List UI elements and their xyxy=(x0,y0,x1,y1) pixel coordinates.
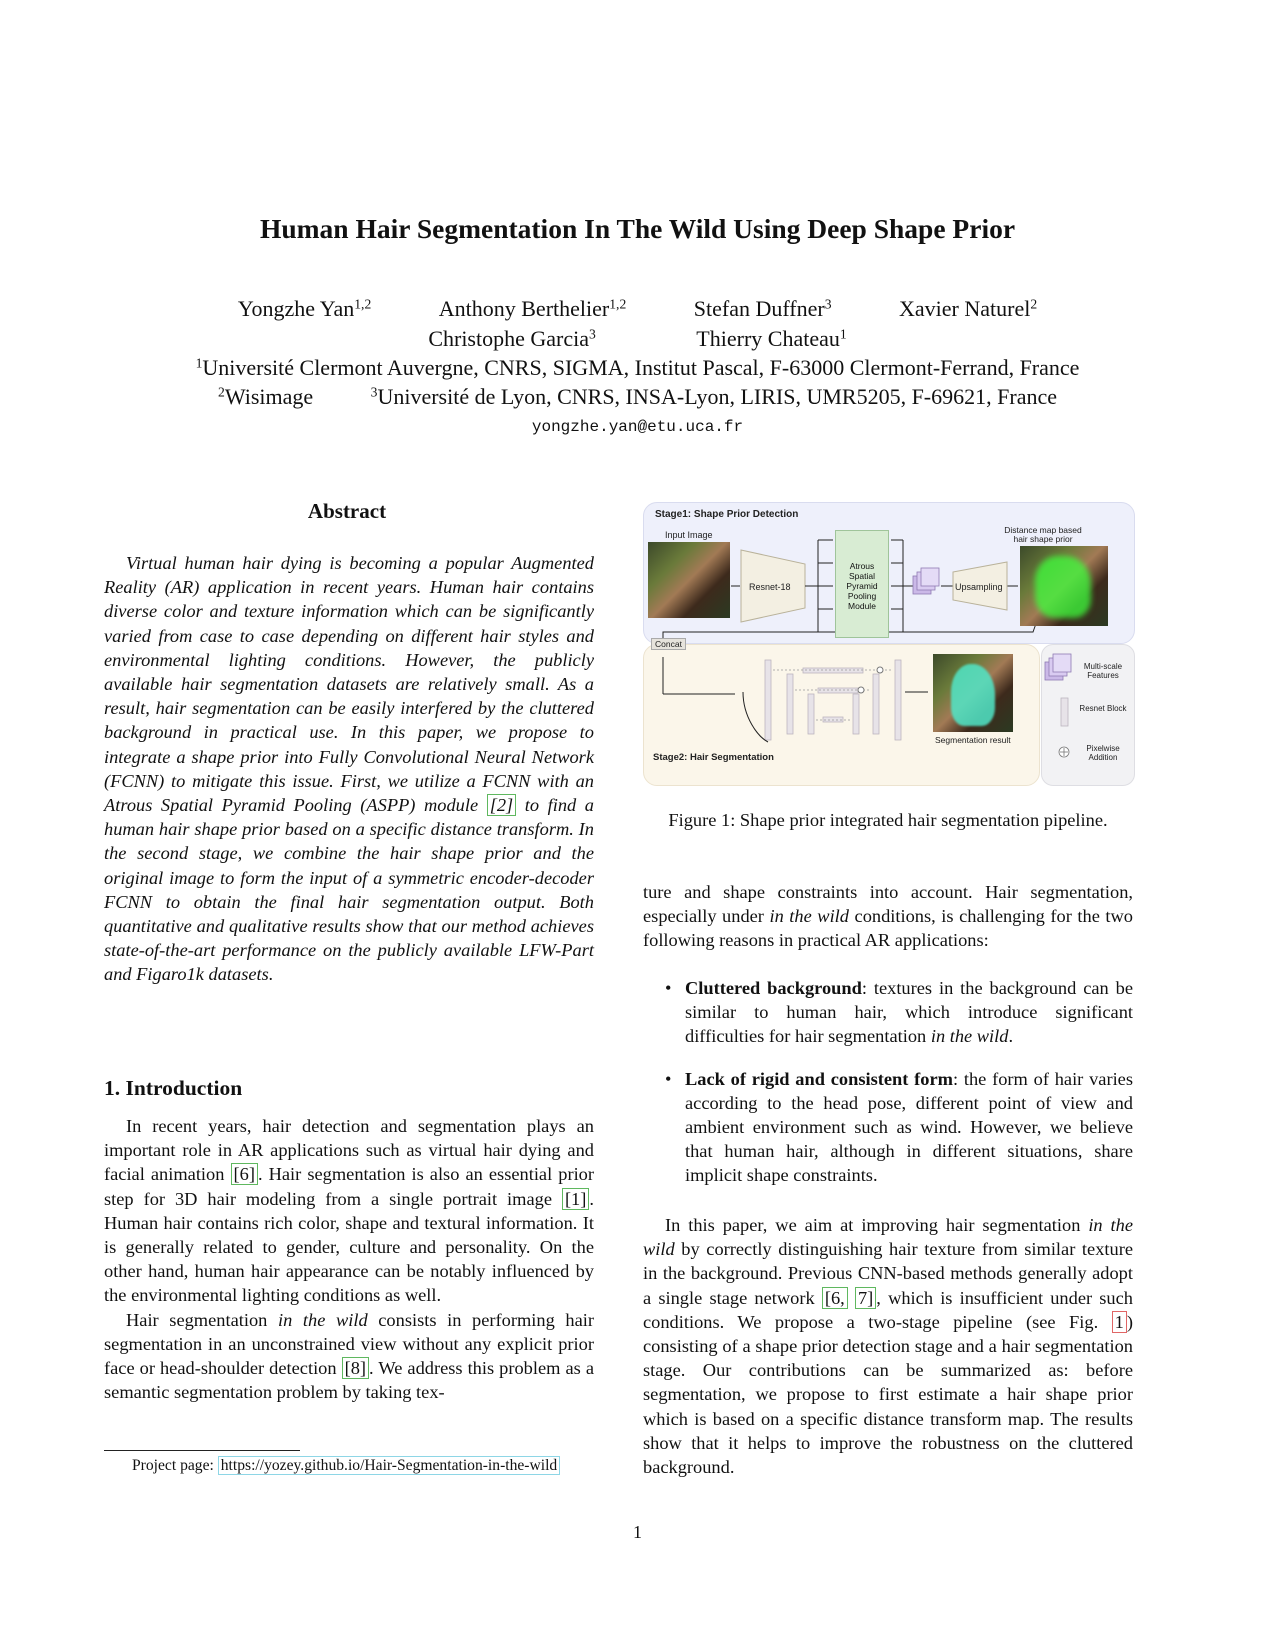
distance-map-label: Distance map based hair shape prior xyxy=(1004,525,1082,544)
right-column-paragraph-1: ture and shape constraints into account. Hair segmentation, especially under in the wild conditions, is challenging for the two following reasons in practical AR applications: xyxy=(643,882,1133,951)
author: Christophe Garcia$^3$ xyxy=(428,326,596,351)
legend-multiscale: Multi-scale Features xyxy=(1083,662,1123,680)
footnote: Project page: https://yozey.github.io/Hair-Segmentation-in-the-wild xyxy=(104,1457,604,1475)
right-column-paragraph-2: In this paper, we aim at improving hair segmentation in the wild by correctly distinguishing hair texture from similar texture in the background. Previous CNN-based methods generally adopt a single stage network [6, 7] , which is insufficient under such conditions. We propose a two-stage pipeline (see Fig. 1 ) consisting of a shape prior detection stage and a hair segmentation stage. Our contributions can be summarized as: before segmentation, we propose to first estimate a hair shape prior which is based on a specific distance transform map. The results show that it helps to improve the robustness on the cluttered background. xyxy=(643,1215,1133,1478)
abstract-heading: Abstract xyxy=(307,499,387,523)
author: Yongzhe Yan$^{1,2}$ xyxy=(237,296,372,321)
citation-link[interactable]: [6, xyxy=(822,1287,848,1309)
legend-resnet-block: Resnet Block xyxy=(1079,704,1127,713)
citation-link[interactable]: [2] xyxy=(487,794,517,816)
stage1-label: Stage1: Shape Prior Detection xyxy=(655,509,799,520)
reasons-list xyxy=(643,976,1133,1206)
citation-link[interactable]: [8] xyxy=(342,1357,369,1379)
affiliation-2-3: $^2$Wisimage $^3$Université de Lyon, CNRS, INSA-Lyon, LIRIS, UMR5205, F-69621, France xyxy=(218,384,1057,409)
concat-label: Concat xyxy=(651,638,686,650)
author-email: yongzhe.yan@etu.uca.fr xyxy=(531,418,744,436)
abstract-body: Virtual human hair dying is becoming a popular Augmented Reality (AR) application in recent years. Human hair contains diverse color and texture information which can be significantly varied from case to case depending on different hair styles and environmental lighting conditions. However, the publicly available hair segmentation datasets are relatively small. As a result, hair segmentation can be easily interfered by the cluttered background in practical use. In this paper, we propose to integrate a shape prior into Fully Convolutional Neural Network (FCNN) to mitigate this issue. First, we utilize a FCNN with an Atrous Spatial Pyramid Pooling (ASPP) module [2] to find a human hair shape prior based on a specific distance transform. In the second stage, we combine the hair shape prior and the original image to form the input of a symmetric encoder-decoder FCNN to obtain the final hair segmentation output. Both quantitative and qualitative results show that our method achieves state-of-the-art performance on the publicly available LFW-Part and Figaro1k datasets. xyxy=(104,553,594,985)
figure-ref-link[interactable]: 1 xyxy=(1112,1311,1127,1333)
citation-link[interactable]: [1] xyxy=(562,1188,589,1210)
resnet-label: Resnet-18 xyxy=(749,582,791,592)
section-heading-introduction: 1. Introduction xyxy=(104,1076,243,1100)
author-row-2 xyxy=(0,326,1275,352)
upsampling-label: Upsampling xyxy=(955,582,1003,592)
input-image-label: Input Image xyxy=(665,530,713,540)
aspp-module: Atrous Spatial Pyramid Pooling Module xyxy=(835,530,889,638)
author: Stefan Duffner$^3$ xyxy=(693,296,832,321)
author: Anthony Berthelier$^{1,2}$ xyxy=(438,296,627,321)
figure-caption: Figure 1: Shape prior integrated hair segmentation pipeline. xyxy=(668,810,1108,830)
segmentation-mask-overlay xyxy=(951,664,995,726)
affiliation-1: $^1$Université Clermont Auvergne, CNRS, SIGMA, Institut Pascal, F-63000 Clermont-Ferrand, France xyxy=(195,355,1080,380)
paper-title: Human Hair Segmentation In The Wild Using Deep Shape Prior xyxy=(259,213,1016,244)
footnote-rule xyxy=(104,1450,300,1451)
legend-pixelwise: Pixelwise Addition xyxy=(1086,744,1120,762)
author: Xavier Naturel$^2$ xyxy=(899,296,1038,321)
introduction-body: In recent years, hair detection and segmentation plays an important role in AR applications such as virtual hair dying and facial animation [6] . Hair segmentation is also an essential prior step for 3D hair modeling from a single portrait image [1] . Human hair contains rich color, shape and textural information. It is generally related to gender, culture and personality. On the other hand, human hair appearance can be notably influenced by the environmental lighting conditions as well. Hair segmentation in the wild consists in performing hair segmentation in an unconstrained view without any explicit prior face or head-shoulder detection [8] . We address this problem as a semantic segmentation problem by taking tex- xyxy=(104,1116,595,1403)
citation-link[interactable]: 7] xyxy=(855,1287,876,1309)
list-item: • Cluttered background: textures in the background can be similar to human hair, which introduce significant difficulties for hair segmentation in the wild. xyxy=(665,978,1133,1047)
segmentation-result-label: Segmentation result xyxy=(935,735,1011,745)
author: Thierry Chateau$^1$ xyxy=(696,326,847,351)
pipeline-diagram xyxy=(643,502,1135,784)
list-item: • Lack of rigid and consistent form: the form of hair varies according to the head pose, different point of view and ambient environment such as wind. However, we believe that human hair, although in different situations, share implicit shape constraints. xyxy=(665,1068,1133,1186)
project-page-link[interactable]: https://yozey.github.io/Hair-Segmentation-in-the-wild xyxy=(218,1456,560,1475)
author-row-1 xyxy=(0,296,1275,322)
stage2-label: Stage2: Hair Segmentation xyxy=(653,752,774,763)
page-number: 1 xyxy=(633,1522,642,1542)
figure-pipeline xyxy=(643,502,1135,784)
citation-link[interactable]: [6] xyxy=(231,1163,258,1185)
hair-shape-prior-overlay xyxy=(1035,556,1091,618)
